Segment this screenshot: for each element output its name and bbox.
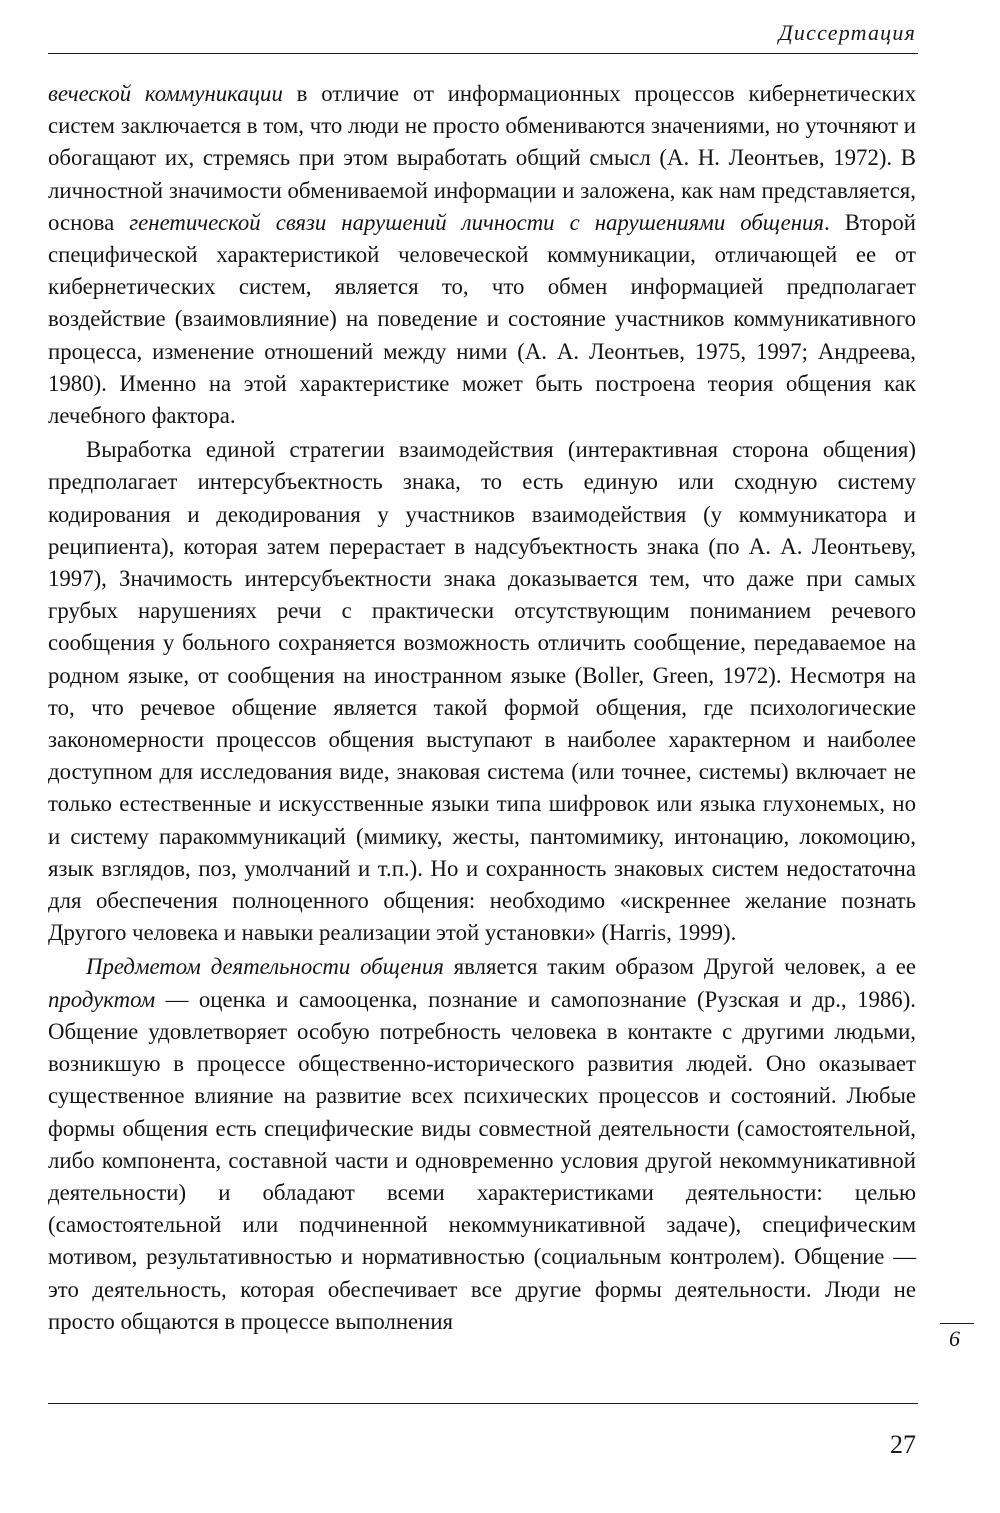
paragraph bbox=[48, 78, 916, 432]
italic-phrase: Предметом деятельности общения bbox=[86, 954, 444, 980]
footer-rule bbox=[48, 1403, 918, 1404]
page-number: 27 bbox=[890, 1430, 916, 1459]
body-text bbox=[48, 78, 916, 1338]
paragraph bbox=[48, 951, 916, 1337]
paragraph bbox=[48, 434, 916, 949]
text-run: в отличие от информационных процессов кибернетических систем заключается в том, что люди не просто обмениваются значениями, но уточняют и обогащают их, стремясь при этом выработать общий смысл (А. Н. Леонтьев, 1972). В личностной значимости обмениваемой информации и заложена, как нам представляется, основа bbox=[48, 81, 917, 235]
running-head: Диссертация bbox=[778, 20, 916, 45]
text-run: Выработка единой стратегии взаимодействия (интерактивная сторона общения) предполагает интерсубъектность знака, то есть единую или сходную систему кодирования и декодирования у участников взаимодействия (у коммуникатора и реципиента), которая затем перерастает в надсубъектность знака (по А. А. Леонтьеву, 1997), Значимость интерсубъектности знака доказывается тем, что даже при самых грубых нарушениях речи с практически отсутствующим пониманием речевого сообщения у больного сохраняется возможность отличить сообщение, передаваемое на родном языке, от сообщения на иностранном языке (Boller, Green, 1972). Несмотря на то, что речевое общение является такой формой общения, где психологические закономерности процессов общения выступают в наиболее характерном и наиболее доступном для исследования виде, знаковая система (или точнее, системы) включает не только естественные и искусственные языки типа шифровок или языка глухонемых, но и систему паракоммуникаций (мимику, жесты, пантомимику, интонацию, локомоцию, язык взглядов, поз, умолчаний и т.п.). Но и сохранность знаковых систем недостаточна для обеспечения полноценного общения: необходимо «искреннее желание познать Другого человека и навыки реализации этой установки» (Harris, 1999). bbox=[48, 437, 916, 946]
text-run: является таким образом Другой человек, а ее bbox=[443, 954, 916, 980]
italic-phrase: генетической связи нарушений личности с нарушениями общения bbox=[129, 209, 825, 235]
chapter-marker-line bbox=[940, 1323, 974, 1324]
chapter-number: 6 bbox=[949, 1326, 960, 1351]
text-run: — оценка и самооценка, познание и самопознание (Рузская и др., 1986). Общение удовлетворяет особую потребность человека в контакте с другими людьми, возникшую в процессе общественно-исторического развития людей. Оно оказывает существенное влияние на развитие всех психических процессов и состояний. Любые формы общения есть специфические виды совместной деятельности (самостоятельной, либо компонента, составной части и одновременно условия другой некоммуникативной деятельности) и обладают всеми характеристиками деятельности: целью (самостоятельной или подчиненной некоммуникативной задаче), специфическим мотивом, результативностью и нормативностью (социальным контролем). Общение — это деятельность, которая обеспечивает все другие формы деятельности. Люди не просто общаются в процессе выполнения bbox=[48, 986, 916, 1334]
header-rule bbox=[48, 53, 918, 54]
italic-phrase: продуктом bbox=[48, 986, 156, 1012]
italic-phrase: веческой коммуникации bbox=[48, 81, 283, 106]
text-run: . Второй специфической характеристикой человеческой коммуникации, отличающей ее от кибернетических систем, является то, что обмен информацией предполагает воздействие (взаимовлияние) на поведение и состояние участников коммуникативного процесса, изменение отношений между ними (А. А. Леонтьев, 1975, 1997; Андреева, 1980). Именно на этой характеристике может быть построена теория общения как лечебного фактора. bbox=[48, 209, 916, 429]
